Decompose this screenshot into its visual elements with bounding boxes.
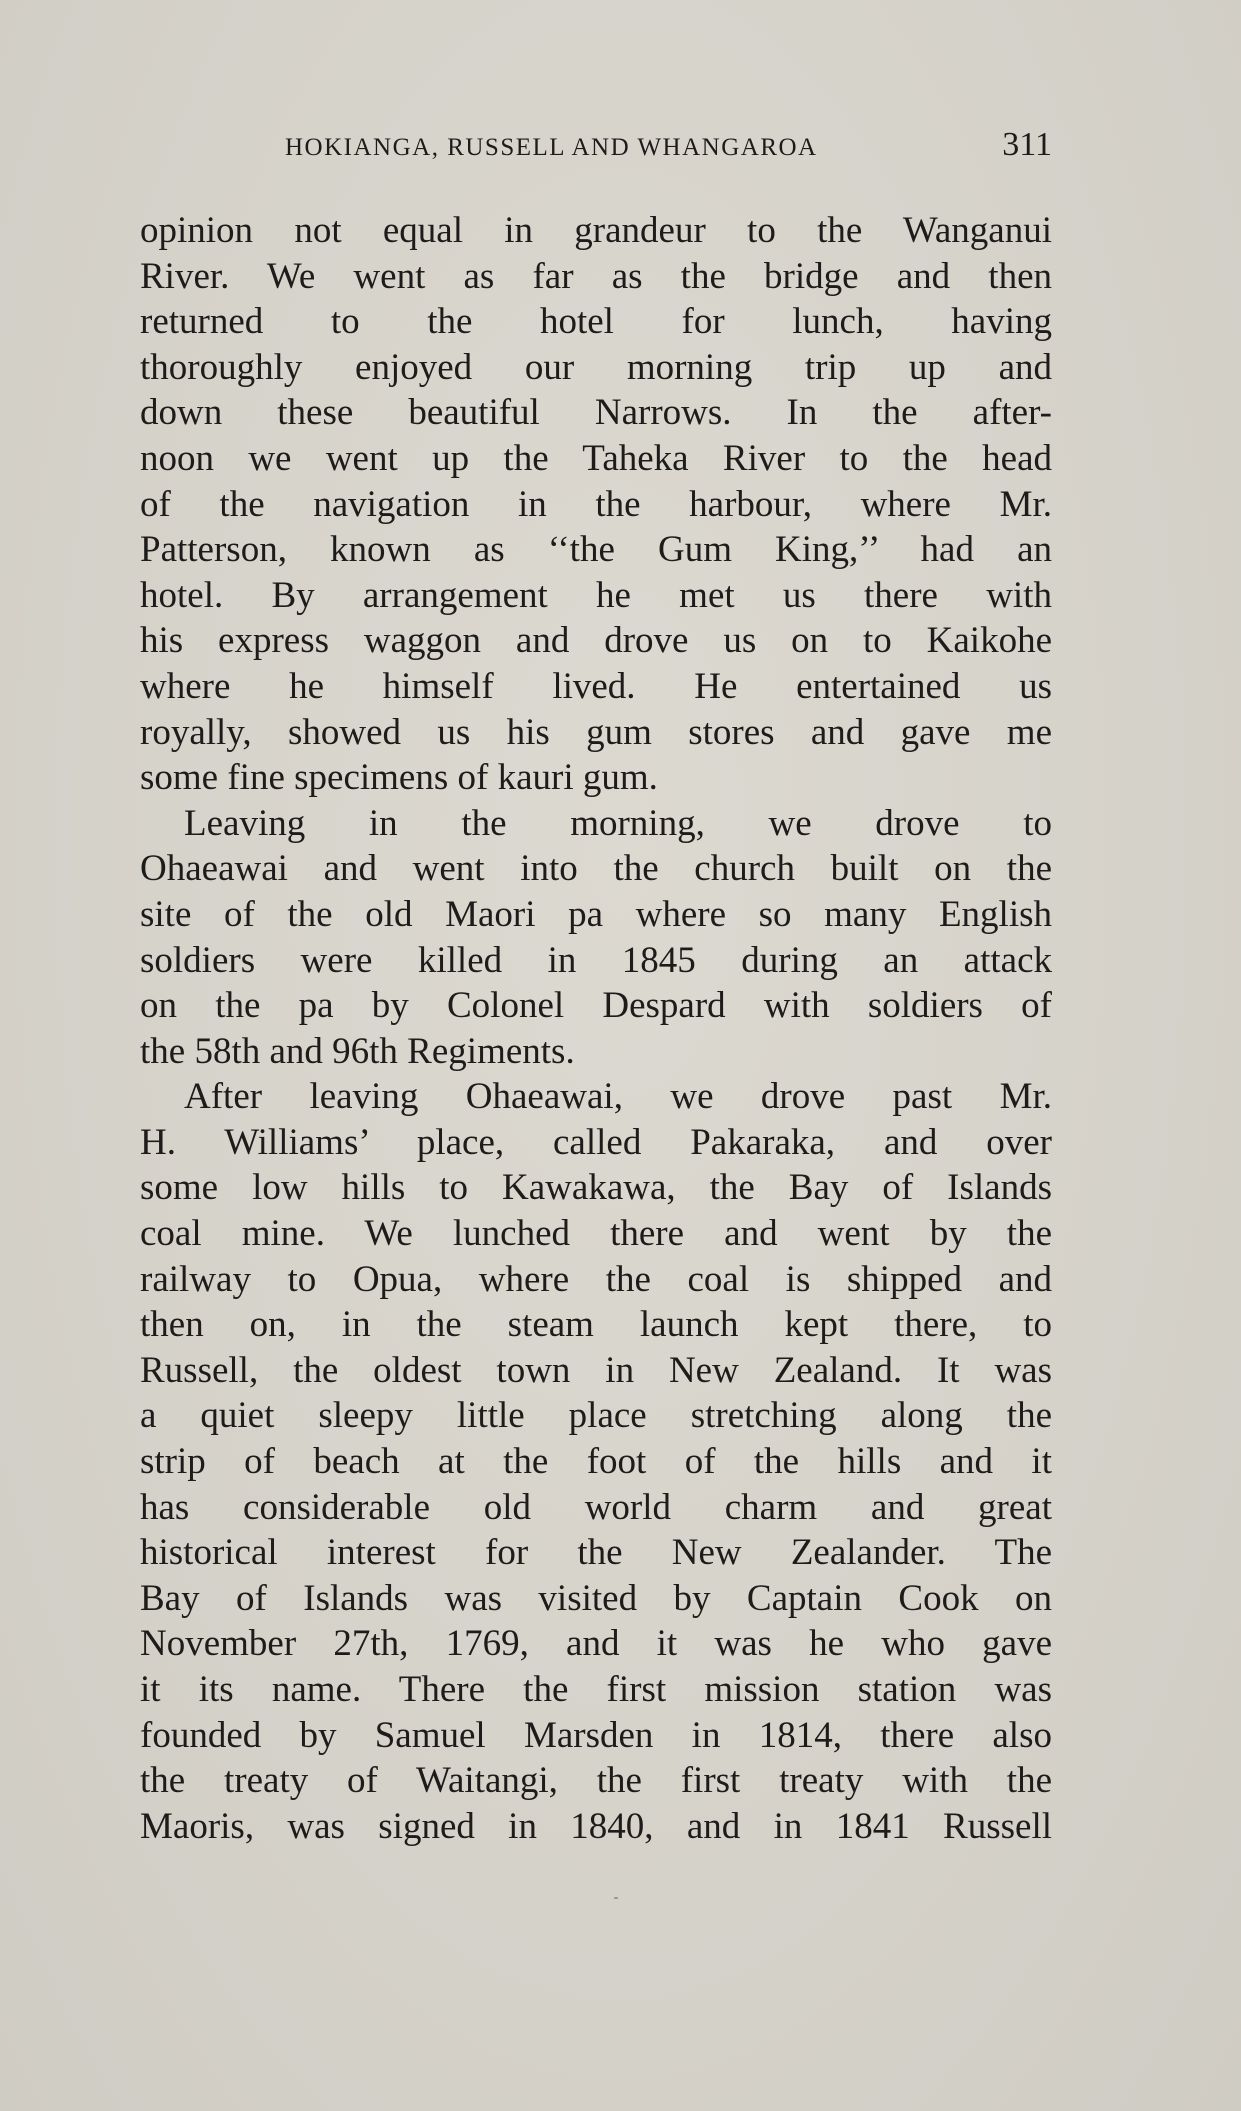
text-line: where he himself lived. He entertained us xyxy=(140,665,1052,707)
text-line: Maoris, was signed in 1840, and in 1841 Russell xyxy=(140,1805,1052,1847)
text-line: soldiers were killed in 1845 during an attack xyxy=(140,939,1052,981)
text-line: his express waggon and drove us on to Kaikohe xyxy=(140,620,1052,662)
text-line: thoroughly enjoyed our morning trip up and xyxy=(140,346,1052,388)
text-line: opinion not equal in grandeur to the Wanganui xyxy=(140,210,1052,251)
text-line: Bay of Islands was visited by Captain Cook on xyxy=(140,1577,1052,1619)
text-line: strip of beach at the foot of the hills and it xyxy=(140,1441,1052,1483)
text-line: of the navigation in the harbour, where Mr. xyxy=(140,483,1052,525)
text-line: Leaving in the morning, we drove to xyxy=(184,802,1052,844)
text-line: noon we went up the Taheka River to the head xyxy=(140,437,1052,479)
text-line: hotel. By arrangement he met us there with xyxy=(140,574,1052,616)
body-text xyxy=(140,208,1052,1849)
text-line: has considerable old world charm and great xyxy=(140,1486,1052,1528)
text-line: River. We went as far as the bridge and then xyxy=(140,255,1052,297)
page-header xyxy=(140,126,1052,172)
text-line: then on, in the steam launch kept there, to xyxy=(140,1304,1052,1346)
paper-speck xyxy=(614,1897,618,1899)
text-line: Russell, the oldest town in New Zealand. It was xyxy=(140,1349,1052,1391)
text-line: some fine specimens of kauri gum. xyxy=(140,757,658,799)
text-line: November 27th, 1769, and it was he who gave xyxy=(140,1623,1052,1665)
text-line: down these beautiful Narrows. In the after- xyxy=(140,392,1052,434)
text-line: royally, showed us his gum stores and gave me xyxy=(140,711,1052,753)
text-line: H. Williams’ place, called Pakaraka, and over xyxy=(140,1121,1052,1163)
text-line: some low hills to Kawakawa, the Bay of Islands xyxy=(140,1167,1052,1209)
text-line: historical interest for the New Zealander. The xyxy=(140,1532,1052,1574)
page-number: 311 xyxy=(1002,126,1052,163)
text-line: it its name. There the first mission station was xyxy=(140,1669,1052,1710)
text-line: the 58th and 96th Regiments. xyxy=(140,1030,575,1072)
running-title: HOKIANGA, RUSSELL AND WHANGAROA xyxy=(285,134,818,161)
text-line: coal mine. We lunched there and went by the xyxy=(140,1213,1052,1255)
text-line: returned to the hotel for lunch, having xyxy=(140,301,1052,343)
text-line: Patterson, known as ‘‘the Gum King,’’ had an xyxy=(140,529,1052,571)
text-line: site of the old Maori pa where so many English xyxy=(140,893,1052,935)
text-line: on the pa by Colonel Despard with soldiers of xyxy=(140,985,1052,1027)
text-line: founded by Samuel Marsden in 1814, there also xyxy=(140,1714,1052,1756)
text-line: a quiet sleepy little place stretching along the xyxy=(140,1395,1052,1437)
text-line: Ohaeawai and went into the church built on the xyxy=(140,848,1052,890)
text-line: After leaving Ohaeawai, we drove past Mr. xyxy=(184,1076,1052,1118)
text-line: railway to Opua, where the coal is shipped and xyxy=(140,1258,1052,1300)
text-line: the treaty of Waitangi, the first treaty with the xyxy=(140,1760,1052,1802)
